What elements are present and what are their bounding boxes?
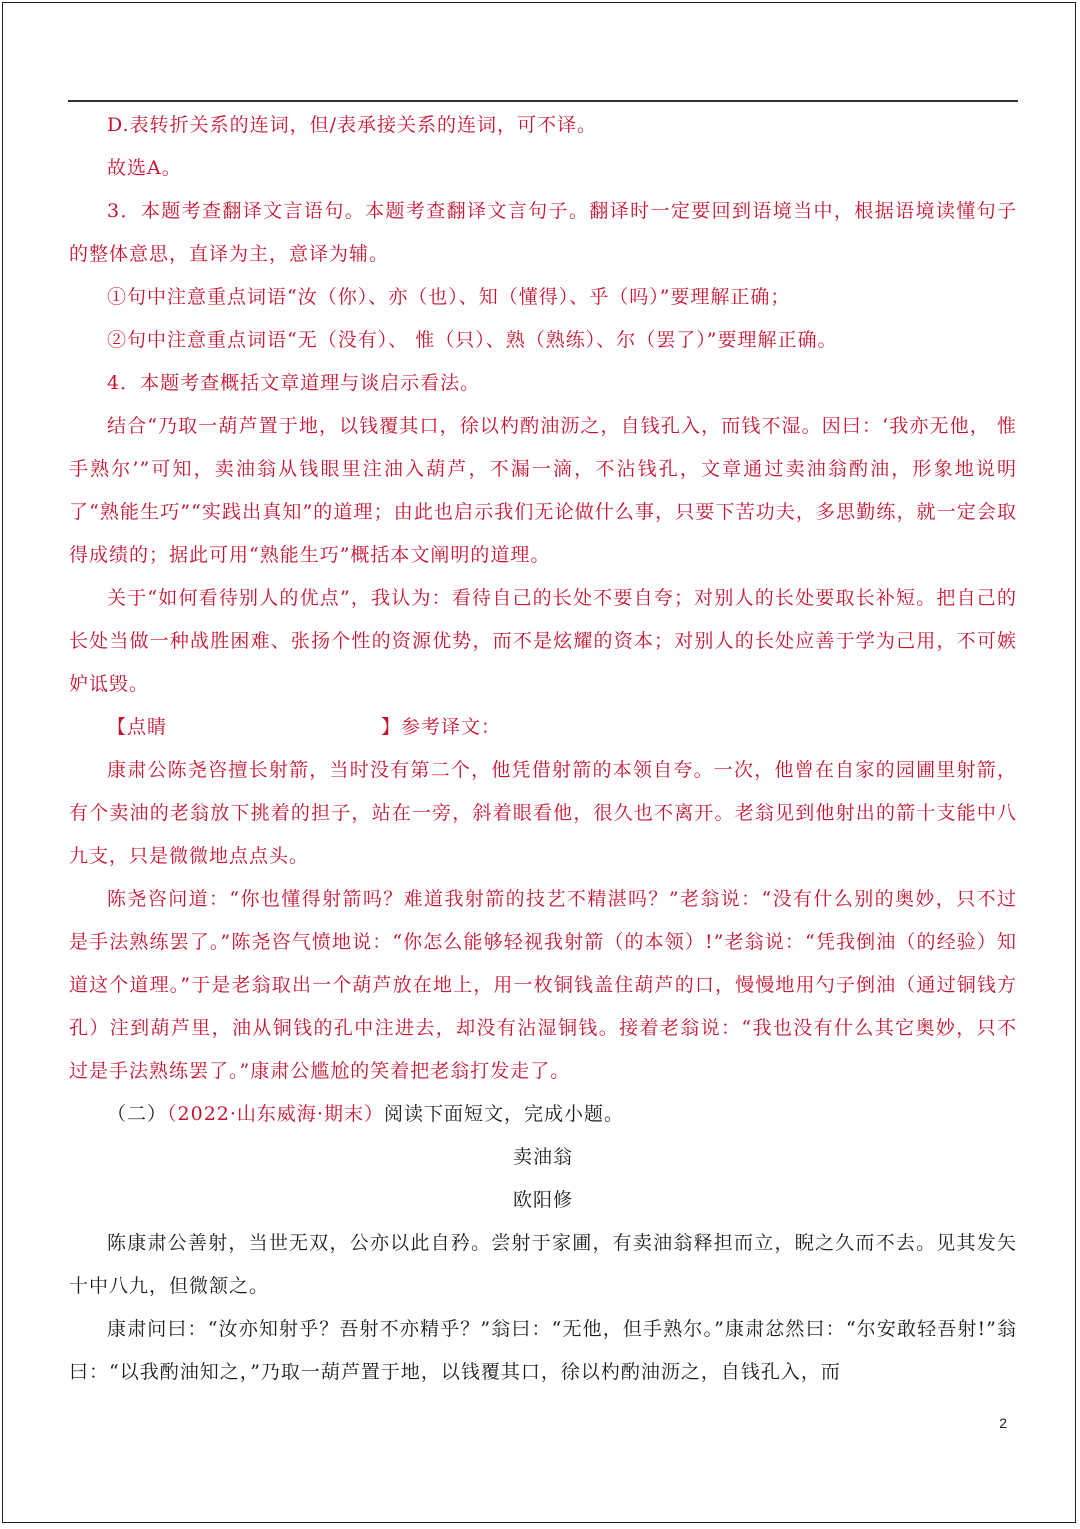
header-rule xyxy=(68,100,1018,102)
translation-paragraph-2: 陈尧咨问道：“你也懂得射箭吗？难道我射箭的技艺不精湛吗？”老翁说：“没有什么别的奥妙，只不过是手法熟练罢了。”陈尧咨气愤地说：“你怎么能够轻视我射箭（的本领）!”老翁说：“凭我倒油（的经验）知道这个道理。”于是老翁取出一个葫芦放在地上，用一枚铜钱盖住葫芦的口，慢慢地用勺子倒油（通过铜钱方孔）注到葫芦里，油从铜钱的孔中注进去，却没有沾湿铜钱。接着老翁说：“我也没有什么其它奥妙，只不过是手法熟练罢了。”康肃公尴尬的笑着把老翁打发走了。 xyxy=(69,888,1017,1082)
q3-point-2: ②句中注意重点词语“无（没有）、 惟（只）、熟（熟练）、尔（罢了）”要理解正确。 xyxy=(107,329,838,351)
q4-opinion: 关于“如何看待别人的优点”，我认为：看待自己的长处不要自夸；对别人的长处要取长补短。把自己的长处当做一种战胜困难、张扬个性的资源优势，而不是炫耀的资本；对别人的长处应善于学为己用，不可嫉妒诋毁。 xyxy=(69,587,1017,695)
dianjing-close: 】参考译文： xyxy=(381,716,502,738)
q3-intro: 3．本题考查翻译文言语句。本题考查翻译文言句子。翻译时一定要回到语境当中，根据语境读懂句子的整体意思，直译为主，意译为辅。 xyxy=(69,200,1017,265)
dianjing-heading xyxy=(69,706,1017,749)
essay-title: 卖油翁 xyxy=(512,1146,573,1168)
answer-d-line: D.表转折关系的连词，但/表承接关系的连词，可不译。 xyxy=(107,114,597,136)
q4-intro: 4．本题考查概括文章道理与谈启示看法。 xyxy=(107,372,481,394)
section-2-heading xyxy=(69,1093,1017,1136)
q4-analysis: 结合“乃取一葫芦置于地，以钱覆其口，徐以杓酌油沥之，自钱孔入，而钱不湿。因曰：‘我亦无他， 惟手熟尔’”可知，卖油翁从钱眼里注油入葫芦，不漏一滴，不沾钱孔，文章通过卖油翁酌油，形象地说明了“熟能生巧”“实践出真知”的道理；由此也启示我们无论做什么事，只要下苦功夫，多思勤练，就一定会取得成绩的；据此可用“熟能生巧”概括本文阐明的道理。 xyxy=(69,415,1017,566)
section-2-instruction: 阅读下面短文，完成小题。 xyxy=(383,1103,624,1125)
page-number: 2 xyxy=(999,1415,1007,1431)
essay-author: 欧阳修 xyxy=(512,1189,573,1211)
page-content xyxy=(69,104,1017,1394)
section-2-source: （2022·山东威海·期末） xyxy=(167,1103,384,1125)
essay-paragraph-1: 陈康肃公善射，当世无双，公亦以此自矜。尝射于家圃，有卖油翁释担而立，睨之久而不去。见其发矢十中八九，但微颔之。 xyxy=(69,1232,1017,1297)
essay-paragraph-2: 康肃问曰：“汝亦知射乎？吾射不亦精乎？”翁曰：“无他，但手熟尔。”康肃忿然曰：“尔安敢轻吾射!”翁曰：“以我酌油知之，”乃取一葫芦置于地，以钱覆其口，徐以杓酌油沥之，自钱孔入，而 xyxy=(69,1318,1017,1383)
choose-answer-line: 故选A。 xyxy=(107,157,182,179)
dianjing-open: 【点睛 xyxy=(107,716,168,738)
q3-point-1: ①句中注意重点词语“汝（你）、亦（也）、知（懂得）、乎（吗）”要理解正确； xyxy=(107,286,791,308)
section-2-prefix: （二） xyxy=(107,1103,168,1125)
translation-paragraph-1: 康肃公陈尧咨擅长射箭，当时没有第二个，他凭借射箭的本领自夸。一次，他曾在自家的园圃里射箭，有个卖油的老翁放下挑着的担子，站在一旁，斜着眼看他，很久也不离开。老翁见到他射出的箭十支能中八九支，只是微微地点点头。 xyxy=(69,759,1017,867)
document-page xyxy=(2,2,1076,1523)
